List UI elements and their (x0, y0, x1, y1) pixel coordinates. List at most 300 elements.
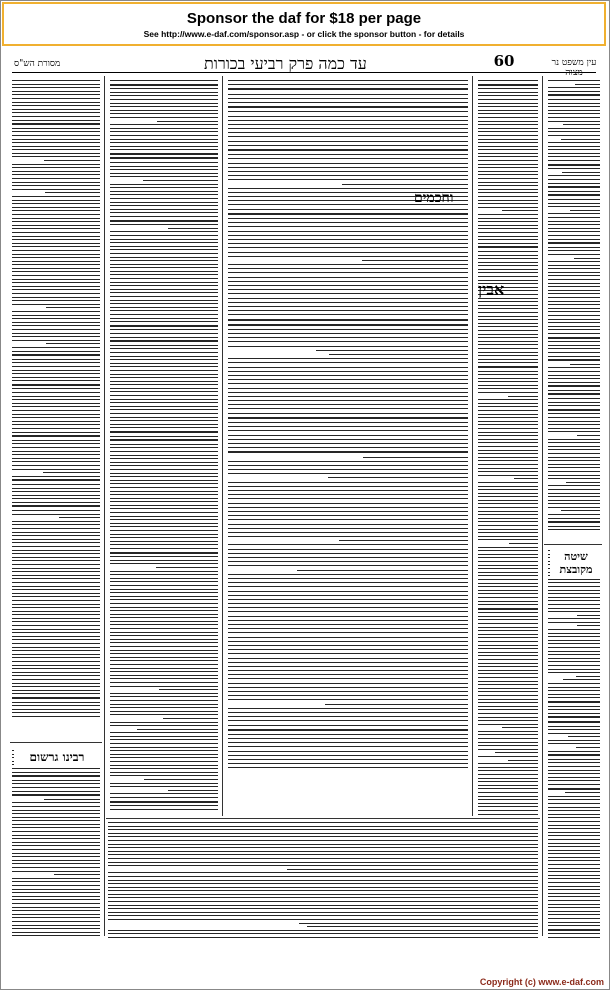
text-line (110, 548, 218, 549)
text-line (12, 639, 100, 640)
text-line (478, 489, 538, 490)
text-line (478, 435, 538, 436)
text-line (478, 496, 538, 497)
text-line (548, 206, 600, 207)
text-line (478, 392, 538, 393)
text-line (108, 862, 538, 863)
text-line (110, 675, 218, 676)
text-line (478, 511, 538, 512)
text-line (478, 319, 538, 320)
text-line (110, 149, 218, 150)
text-line (478, 258, 538, 259)
text-line (12, 578, 100, 579)
text-line (12, 806, 100, 807)
text-line (228, 544, 468, 545)
text-line (548, 726, 600, 727)
text-line (548, 922, 600, 923)
text-line (12, 282, 100, 283)
text-line (12, 142, 100, 143)
text-line (548, 250, 600, 251)
text-line (108, 908, 538, 909)
text-line (110, 169, 218, 170)
text-line (12, 502, 100, 503)
text-line (110, 99, 218, 100)
text-line (548, 825, 600, 826)
text-line (12, 636, 100, 637)
text-line (228, 116, 468, 117)
talmud-page (4, 50, 604, 970)
text-line (12, 675, 100, 676)
text-line (12, 621, 100, 622)
text-line (548, 153, 600, 154)
text-line (110, 516, 218, 517)
text-line (548, 409, 600, 411)
text-line (228, 582, 468, 583)
text-line (329, 354, 468, 355)
text-line (478, 713, 538, 714)
text-line (110, 310, 218, 311)
text-line (478, 88, 538, 89)
text-line (548, 333, 600, 334)
text-line (577, 435, 600, 436)
text-line (12, 185, 100, 186)
text-line (12, 476, 100, 477)
text-line (228, 720, 468, 721)
text-line (12, 432, 100, 433)
text-line (12, 399, 100, 400)
text-line (548, 168, 600, 169)
text-line (12, 153, 100, 154)
text-line (478, 312, 538, 313)
text-line (478, 128, 538, 129)
text-line (478, 334, 538, 335)
text-line (12, 440, 100, 441)
text-line (12, 340, 100, 341)
text-line (12, 392, 100, 393)
copyright-link[interactable]: Copyright (c) www.e-daf.com (479, 977, 604, 987)
text-line (548, 882, 600, 883)
text-line (548, 319, 600, 320)
text-line (478, 554, 538, 555)
text-line (478, 255, 538, 256)
text-line (478, 156, 538, 157)
text-line (548, 279, 600, 280)
text-line (478, 706, 538, 707)
text-line (228, 179, 468, 180)
text-line (12, 550, 100, 551)
text-line (12, 560, 100, 561)
text-line (110, 242, 218, 243)
text-line (110, 359, 218, 360)
text-line (110, 205, 218, 206)
text-line (575, 84, 600, 85)
text-line (110, 512, 218, 513)
text-line (110, 187, 218, 188)
text-line (548, 706, 600, 707)
text-line (110, 285, 218, 286)
divider-left-margin (104, 76, 105, 936)
text-line (548, 242, 600, 244)
text-line (12, 469, 100, 470)
text-line (478, 460, 538, 461)
text-line (110, 465, 218, 466)
text-line (228, 645, 468, 646)
masoret-label: מסורת הש"ס (14, 59, 61, 69)
text-line (108, 905, 538, 906)
text-line (12, 396, 100, 397)
text-line (110, 198, 218, 199)
text-line (12, 109, 100, 110)
text-line (548, 889, 600, 890)
text-line (110, 526, 218, 527)
text-line (478, 778, 538, 779)
text-line (548, 672, 600, 673)
text-line (12, 657, 100, 658)
text-line (110, 399, 218, 400)
text-line (110, 194, 218, 195)
text-line (12, 465, 100, 466)
text-line (478, 749, 538, 750)
text-line (478, 374, 538, 375)
text-line (110, 318, 218, 319)
text-line (110, 624, 218, 625)
text-line (110, 809, 218, 810)
text-line (548, 893, 600, 894)
text-line (12, 178, 100, 179)
text-line (548, 832, 600, 833)
text-line (12, 454, 100, 455)
text-line (548, 413, 600, 414)
text-line (12, 780, 100, 781)
text-line (12, 105, 100, 106)
sponsor-banner[interactable] (2, 2, 606, 46)
text-line (110, 563, 218, 564)
text-line (478, 468, 538, 469)
text-line (228, 465, 468, 466)
text-line (228, 561, 468, 562)
text-line (478, 684, 538, 685)
text-line (110, 366, 218, 367)
text-line (228, 755, 468, 756)
text-line (548, 117, 600, 118)
text-line (563, 124, 600, 125)
text-line (478, 378, 538, 379)
text-line (548, 629, 600, 630)
text-line (228, 670, 468, 671)
text-line (478, 421, 538, 422)
text-line (502, 727, 538, 728)
text-line (548, 199, 600, 200)
text-line (548, 759, 600, 760)
text-line (561, 139, 600, 140)
text-line (110, 657, 218, 658)
text-line (110, 388, 218, 389)
text-line (548, 315, 600, 316)
text-line (577, 615, 600, 616)
text-line (478, 695, 538, 696)
text-line (228, 616, 468, 617)
text-line (110, 757, 218, 758)
text-line (110, 95, 218, 96)
text-line (12, 174, 100, 175)
text-line (12, 403, 100, 404)
text-line (478, 666, 538, 667)
text-line (110, 231, 218, 232)
text-line (110, 370, 218, 371)
text-line (548, 518, 600, 519)
text-line (478, 702, 538, 703)
text-line (228, 447, 468, 448)
text-line (228, 699, 468, 700)
text-line (548, 496, 600, 497)
text-line (12, 182, 100, 183)
text-line (108, 919, 538, 920)
text-line (548, 235, 600, 236)
text-line (156, 567, 218, 568)
text-line (108, 890, 538, 891)
text-line (548, 654, 600, 655)
text-line (108, 876, 538, 877)
text-line (12, 521, 100, 522)
text-line (478, 243, 538, 244)
text-line (12, 661, 100, 662)
text-line (228, 388, 468, 389)
text-line (228, 536, 468, 537)
text-line (12, 528, 100, 529)
text-line (12, 860, 100, 861)
text-line (228, 426, 468, 427)
text-line (548, 773, 600, 774)
text-line (12, 304, 100, 305)
text-line (12, 359, 100, 360)
text-line (110, 483, 218, 484)
text-line (110, 797, 218, 798)
text-line (548, 846, 600, 847)
text-line (110, 113, 218, 114)
text-line (110, 487, 218, 488)
text-line (478, 670, 538, 671)
text-line (12, 867, 100, 868)
text-line (110, 768, 218, 769)
text-line (228, 145, 468, 146)
text-line (478, 305, 538, 306)
text-line (548, 94, 600, 96)
text-line (228, 729, 468, 731)
text-line (548, 709, 600, 710)
text-line (228, 124, 468, 125)
text-line (478, 645, 538, 646)
text-line (478, 575, 538, 576)
text-line (570, 364, 600, 365)
text-line (110, 345, 218, 346)
text-line (228, 141, 468, 142)
text-line (110, 337, 218, 338)
text-line (110, 296, 218, 297)
text-line (12, 84, 100, 85)
text-line (548, 424, 600, 425)
text-line (548, 194, 600, 196)
text-line (12, 925, 100, 926)
text-line (478, 583, 538, 584)
text-line (12, 167, 100, 168)
text-line (548, 247, 600, 248)
text-line (137, 729, 218, 730)
text-line (228, 218, 468, 219)
text-line (59, 517, 100, 518)
text-line (478, 770, 538, 771)
text-line (110, 220, 218, 222)
text-line (478, 80, 538, 81)
text-line (110, 374, 218, 375)
text-line (548, 929, 600, 931)
text-line (548, 478, 600, 479)
text-line (478, 439, 538, 440)
text-line (228, 620, 468, 621)
text-line (110, 682, 218, 683)
text-line (478, 323, 538, 324)
text-line (12, 845, 100, 846)
text-line (228, 430, 468, 431)
text-line (110, 523, 218, 524)
text-line (12, 589, 100, 590)
text-line (478, 774, 538, 775)
text-line (12, 207, 100, 208)
text-line (478, 442, 538, 443)
text-line (478, 200, 538, 201)
text-line (548, 593, 600, 594)
text-line (12, 820, 100, 821)
text-line (548, 754, 600, 756)
text-line (548, 308, 600, 309)
shita-rule (544, 544, 602, 545)
text-line (478, 720, 538, 721)
text-line (478, 399, 538, 400)
text-line (548, 186, 600, 188)
sponsor-title[interactable]: Sponsor the daf for $18 per page (186, 10, 422, 27)
text-line (12, 315, 100, 316)
text-line (548, 393, 600, 395)
text-line (548, 297, 600, 298)
text-line (548, 579, 600, 580)
text-line (228, 337, 468, 338)
text-line (228, 486, 468, 487)
text-line (110, 556, 218, 557)
text-line (478, 355, 538, 356)
text-line (12, 139, 100, 140)
text-line (548, 526, 600, 527)
text-line (228, 666, 468, 667)
shita-mekubetzet-title: שיטה מקובצת (550, 550, 602, 576)
text-line (576, 747, 600, 748)
text-line (228, 461, 468, 462)
text-line (12, 189, 100, 190)
text-line (12, 218, 100, 219)
text-line (478, 265, 538, 266)
text-line (478, 457, 538, 458)
text-line (478, 756, 538, 757)
text-line (110, 409, 218, 410)
text-line (478, 428, 538, 429)
text-line (228, 628, 468, 629)
text-line (110, 110, 218, 111)
text-line (110, 391, 218, 392)
text-line (228, 494, 468, 495)
text-line (110, 103, 218, 104)
text-line (12, 582, 100, 583)
text-line (228, 498, 468, 499)
text-line (110, 307, 218, 308)
text-line (12, 853, 100, 854)
text-line (110, 384, 218, 385)
text-line (478, 316, 538, 317)
text-line (548, 582, 600, 583)
text-line (548, 647, 600, 648)
text-line (12, 705, 100, 706)
text-line (12, 611, 100, 612)
text-line (110, 793, 218, 794)
text-line (548, 382, 600, 383)
text-line (228, 341, 468, 342)
text-line (228, 226, 468, 227)
text-line (478, 648, 538, 649)
text-line (228, 175, 468, 176)
text-line (228, 272, 468, 273)
text-line (110, 173, 218, 174)
text-line (478, 572, 538, 573)
text-line (478, 503, 538, 504)
text-line (228, 524, 468, 525)
text-line (548, 265, 600, 266)
text-line (110, 614, 218, 615)
text-line (12, 571, 100, 572)
text-line (12, 679, 100, 680)
text-line (561, 510, 600, 511)
text-line (12, 414, 100, 415)
text-line (228, 767, 468, 768)
text-line (12, 279, 100, 280)
text-line (110, 541, 218, 542)
text-line (548, 814, 600, 815)
text-line (478, 301, 538, 302)
text-line (228, 603, 468, 604)
text-line (12, 351, 100, 352)
text-line (478, 604, 538, 605)
text-line (478, 196, 538, 197)
text-line (362, 260, 468, 261)
text-line (110, 632, 218, 633)
gershom-rule (10, 742, 102, 743)
text-line (12, 586, 100, 587)
text-line (478, 536, 538, 537)
text-line (548, 766, 600, 767)
text-line (548, 687, 600, 688)
text-line (108, 865, 538, 866)
text-line (548, 128, 600, 129)
text-line (110, 184, 218, 185)
text-line (110, 700, 218, 701)
sponsor-subtitle[interactable]: See http://www.e-daf.com/sponsor.asp - or click the sponsor button - for details (143, 29, 465, 39)
text-line (548, 507, 600, 508)
text-line (478, 182, 538, 183)
text-line (228, 553, 468, 554)
text-line (478, 806, 538, 807)
masoret-column (12, 80, 100, 720)
text-line (548, 428, 600, 429)
text-line (12, 697, 100, 699)
text-line (110, 747, 218, 748)
text-line (548, 146, 600, 147)
text-line (110, 599, 218, 600)
